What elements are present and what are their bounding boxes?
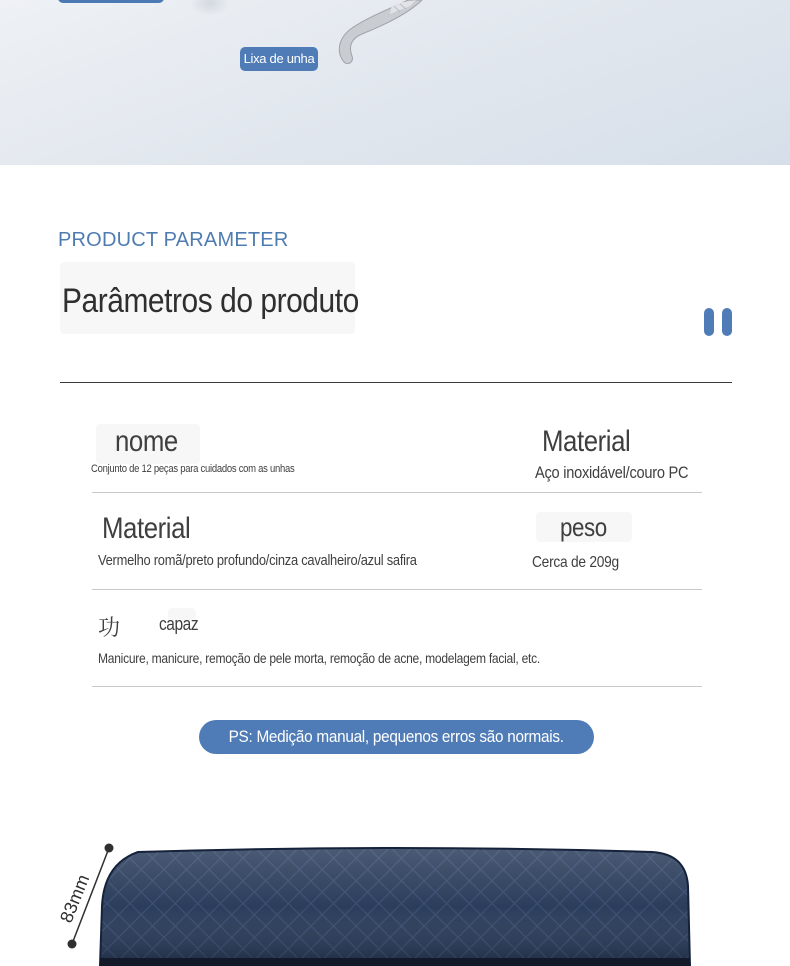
hero-tool-label: Lixa de unha (240, 47, 318, 71)
measurement-note-badge (199, 720, 594, 754)
hero-banner (0, 0, 790, 165)
param-value-name: Conjunto de 12 peças para cuidados com as unhas (91, 463, 295, 475)
pause-bar-right (722, 308, 732, 336)
hero-blur-shape (190, 0, 230, 16)
param-value-material-2: Vermelho romã/preto profundo/cinza cavalheiro/azul safira (98, 552, 417, 569)
param-label-function-char: 功 (98, 615, 120, 640)
row2-divider (92, 589, 702, 590)
hero-top-chip (58, 0, 164, 3)
section-divider (60, 382, 732, 383)
param-value-material-1: Aço inoxidável/couro PC (535, 463, 689, 482)
product-case-image (96, 846, 696, 966)
param-label-material-1: Material (542, 425, 631, 458)
param-label-name: nome (115, 425, 178, 458)
param-value-function: Manicure, manicure, remoção de pele morta, remoção de acne, modelagem facial, etc. (98, 650, 540, 666)
dimension-height-label: 83mm (56, 871, 94, 926)
row1-divider (92, 492, 702, 493)
row3-divider (92, 686, 702, 687)
nail-file-icon (330, 0, 450, 70)
pause-bars-icon (704, 308, 734, 336)
param-label-weight: peso (560, 512, 607, 542)
measurement-note-text: PS: Medição manual, pequenos erros são normais. (228, 727, 565, 746)
param-value-weight: Cerca de 209g (532, 554, 619, 571)
page-title: Parâmetros do produto (62, 282, 359, 320)
param-label-material-2: Material (102, 512, 191, 545)
section-eyebrow: PRODUCT PARAMETER (58, 229, 289, 251)
pause-bar-left (704, 308, 714, 336)
param-label-function-word: capaz (159, 614, 199, 634)
